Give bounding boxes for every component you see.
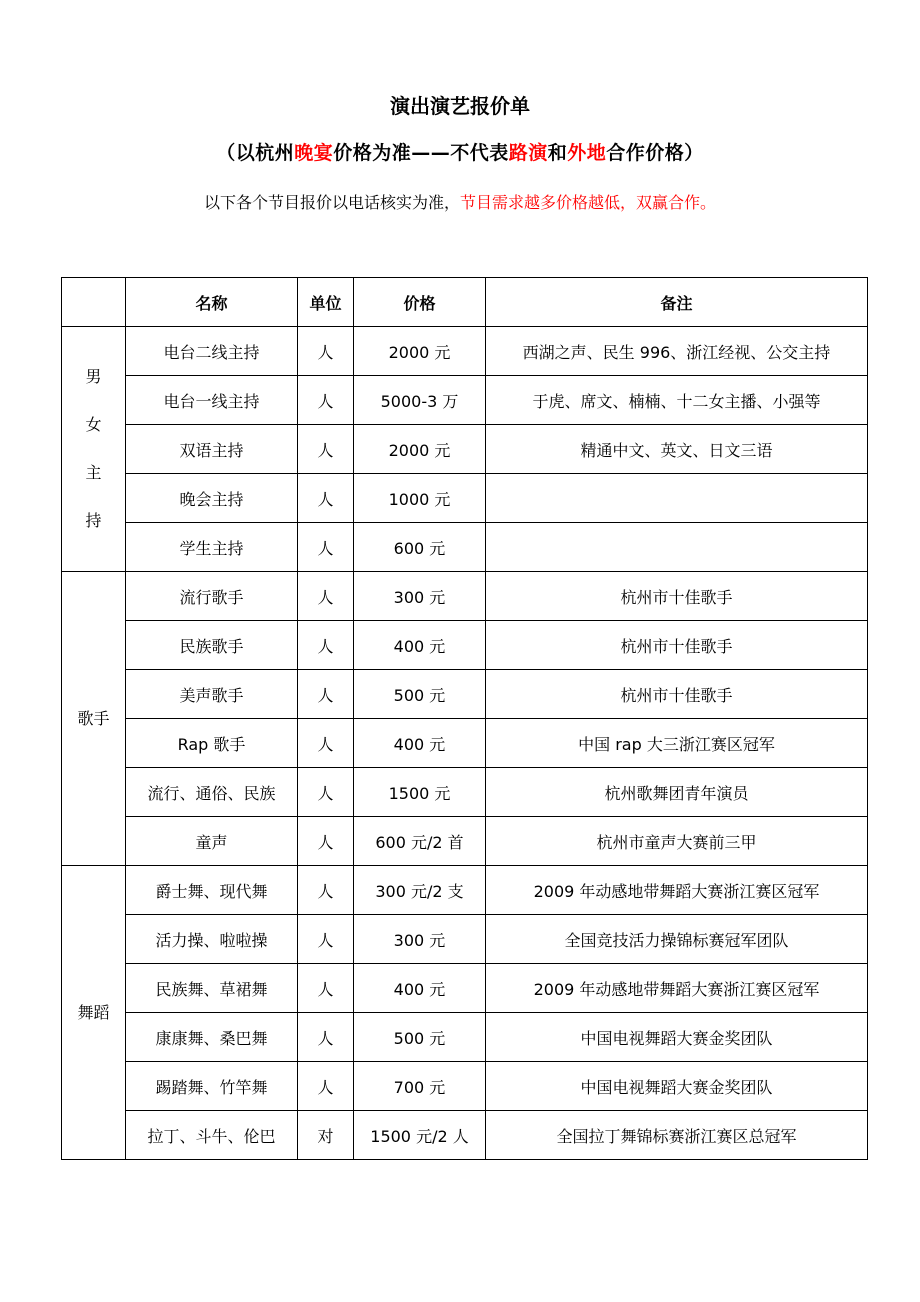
remark-cell: 全国竞技活力操锦标赛冠军团队	[486, 915, 868, 964]
remark-cell: 2009 年动感地带舞蹈大赛浙江赛区冠军	[486, 866, 868, 915]
table-row	[62, 621, 868, 670]
unit-cell: 人	[298, 964, 354, 1013]
category-cell	[62, 327, 126, 572]
category-label: 舞蹈	[77, 1002, 110, 1022]
unit-cell: 人	[298, 1013, 354, 1062]
table-row	[62, 1111, 868, 1160]
item-name-cell: 美声歌手	[126, 670, 298, 719]
remark-cell: 于虎、席文、楠楠、十二女主播、小强等	[486, 376, 868, 425]
price-cell: 1000 元	[354, 474, 486, 523]
item-name-cell: 活力操、啦啦操	[126, 915, 298, 964]
remark-cell: 西湖之声、民生 996、浙江经视、公交主持	[486, 327, 868, 376]
price-cell: 2000 元	[354, 327, 486, 376]
subtitle-part: 和	[547, 142, 568, 164]
remark-cell: 中国电视舞蹈大赛金奖团队	[486, 1013, 868, 1062]
item-name-cell: 学生主持	[126, 523, 298, 572]
table-row	[62, 474, 868, 523]
table-row	[62, 866, 868, 915]
item-name-cell: 晚会主持	[126, 474, 298, 523]
price-cell: 600 元	[354, 523, 486, 572]
item-name-cell: 民族舞、草裙舞	[126, 964, 298, 1013]
price-cell: 500 元	[354, 670, 486, 719]
unit-cell: 人	[298, 572, 354, 621]
unit-cell: 人	[298, 1062, 354, 1111]
price-table	[61, 277, 868, 1160]
subtitle-highlight-other-city: 外地	[567, 142, 607, 164]
unit-cell: 人	[298, 817, 354, 866]
table-row	[62, 523, 868, 572]
unit-cell: 人	[298, 768, 354, 817]
remark-cell: 杭州市十佳歌手	[486, 572, 868, 621]
remark-cell: 中国电视舞蹈大赛金奖团队	[486, 1062, 868, 1111]
table-row	[62, 572, 868, 621]
unit-cell: 人	[298, 376, 354, 425]
header-category	[62, 278, 126, 327]
item-name-cell: 爵士舞、现代舞	[126, 866, 298, 915]
unit-cell: 人	[298, 719, 354, 768]
remark-cell: 精通中文、英文、日文三语	[486, 425, 868, 474]
remark-cell	[486, 523, 868, 572]
remark-cell: 中国 rap 大三浙江赛区冠军	[486, 719, 868, 768]
price-cell: 300 元	[354, 915, 486, 964]
header-price: 价格	[354, 278, 486, 327]
category-label: 男	[85, 367, 102, 386]
table-row	[62, 327, 868, 376]
price-cell: 400 元	[354, 719, 486, 768]
subtitle-highlight-roadshow: 路演	[508, 142, 548, 164]
category-cell	[62, 572, 126, 866]
category-label: 女	[85, 415, 102, 434]
item-name-cell: 流行、通俗、民族	[126, 768, 298, 817]
table-row	[62, 915, 868, 964]
remark-cell: 杭州市十佳歌手	[486, 621, 868, 670]
table-row	[62, 719, 868, 768]
subtitle-part: 价格为准——不代表	[333, 142, 509, 164]
category-label: 持	[85, 511, 102, 530]
category-label: 歌手	[77, 708, 110, 728]
item-name-cell: 双语主持	[126, 425, 298, 474]
table-row	[62, 768, 868, 817]
item-name-cell: 拉丁、斗牛、伦巴	[126, 1111, 298, 1160]
unit-cell: 人	[298, 425, 354, 474]
remark-cell: 2009 年动感地带舞蹈大赛浙江赛区冠军	[486, 964, 868, 1013]
unit-cell: 人	[298, 523, 354, 572]
remark-cell	[486, 474, 868, 523]
item-name-cell: 电台一线主持	[126, 376, 298, 425]
unit-cell: 人	[298, 621, 354, 670]
remark-cell: 全国拉丁舞锦标赛浙江赛区总冠军	[486, 1111, 868, 1160]
item-name-cell: 康康舞、桑巴舞	[126, 1013, 298, 1062]
remark-cell: 杭州歌舞团青年演员	[486, 768, 868, 817]
table-row	[62, 425, 868, 474]
price-cell: 600 元/2 首	[354, 817, 486, 866]
unit-cell: 人	[298, 670, 354, 719]
unit-cell: 对	[298, 1111, 354, 1160]
remark-cell: 杭州市十佳歌手	[486, 670, 868, 719]
price-cell: 300 元/2 支	[354, 866, 486, 915]
price-cell: 2000 元	[354, 425, 486, 474]
header-unit: 单位	[298, 278, 354, 327]
subtitle	[0, 138, 920, 165]
table-row	[62, 376, 868, 425]
table-row	[62, 1013, 868, 1062]
price-note	[0, 190, 920, 213]
table-row	[62, 964, 868, 1013]
price-cell: 1500 元	[354, 768, 486, 817]
subtitle-part: 合作价格）	[606, 142, 704, 164]
price-cell: 300 元	[354, 572, 486, 621]
unit-cell: 人	[298, 327, 354, 376]
price-cell: 400 元	[354, 621, 486, 670]
note-red: 节目需求越多价格越低，双赢合作。	[460, 193, 717, 212]
category-cell	[62, 866, 126, 1160]
note-black: 以下各个节目报价以电话核实为准，	[203, 193, 460, 212]
unit-cell: 人	[298, 915, 354, 964]
item-name-cell: 电台二线主持	[126, 327, 298, 376]
unit-cell: 人	[298, 866, 354, 915]
table-row	[62, 1062, 868, 1111]
subtitle-part: （以杭州	[216, 142, 295, 164]
item-name-cell: 踢踏舞、竹竿舞	[126, 1062, 298, 1111]
item-name-cell: Rap 歌手	[126, 719, 298, 768]
category-label: 主	[85, 463, 102, 482]
table-header-row	[62, 278, 868, 327]
price-cell: 400 元	[354, 964, 486, 1013]
header-remark: 备注	[486, 278, 868, 327]
item-name-cell: 童声	[126, 817, 298, 866]
price-cell: 700 元	[354, 1062, 486, 1111]
item-name-cell: 民族歌手	[126, 621, 298, 670]
remark-cell: 杭州市童声大赛前三甲	[486, 817, 868, 866]
price-cell: 5000-3 万	[354, 376, 486, 425]
table-row	[62, 817, 868, 866]
unit-cell: 人	[298, 474, 354, 523]
header-name: 名称	[126, 278, 298, 327]
page-title: 演出演艺报价单	[390, 94, 530, 118]
table-body	[62, 327, 868, 1160]
subtitle-highlight-banquet: 晚宴	[294, 142, 334, 164]
price-cell: 500 元	[354, 1013, 486, 1062]
table-row	[62, 670, 868, 719]
price-cell: 1500 元/2 人	[354, 1111, 486, 1160]
item-name-cell: 流行歌手	[126, 572, 298, 621]
